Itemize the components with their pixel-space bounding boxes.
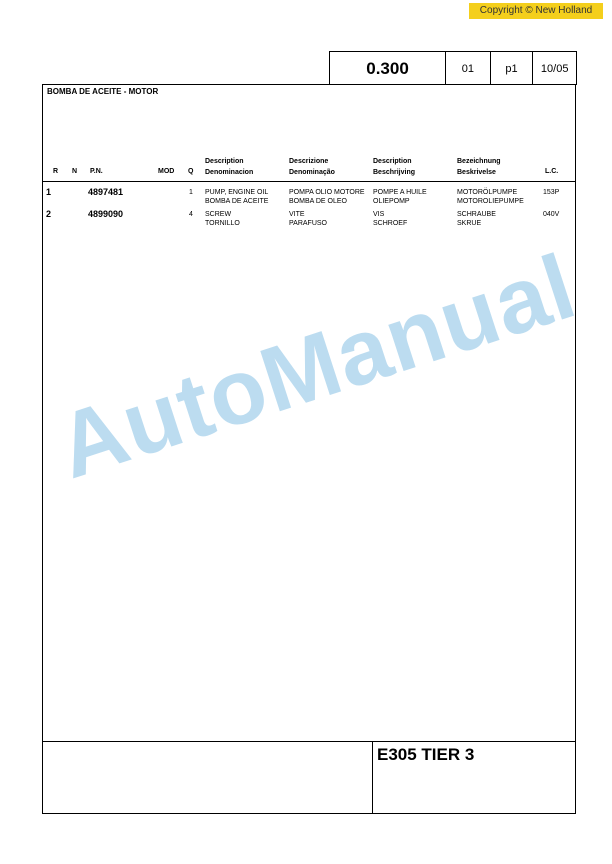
col-header-desc-da: Beskrivelse: [457, 169, 496, 176]
col-header-q: Q: [188, 168, 194, 175]
col-header-pn: P.N.: [90, 168, 103, 175]
header-codes: [329, 51, 577, 85]
section-number: 0.300: [366, 58, 409, 78]
row-2-desc-da: SKRUE: [457, 220, 482, 227]
copyright-banner: Copyright © New Holland: [469, 3, 603, 19]
col-header-desc-fr-nl: [373, 157, 415, 177]
col-header-lc: L.C.: [545, 168, 559, 175]
col-header-desc-nl: Beschrijving: [373, 169, 416, 176]
row-2-desc-en: SCREW: [205, 211, 232, 218]
col-header-desc-fr: Description: [373, 158, 412, 165]
col-header-desc-pt: Denominação: [289, 169, 335, 176]
row-1-part-number: 4897481: [88, 187, 124, 197]
col-header-desc-en: Description: [205, 158, 244, 165]
col-header-desc-es: Denominacion: [205, 169, 254, 176]
row-1-desc-nl: OLIEPOMP: [373, 198, 410, 205]
row-2-desc-nl: SCHROEF: [373, 220, 408, 227]
row-1-desc-da: MOTOROLIEPUMPE: [457, 198, 524, 205]
col-header-desc-en-es: [205, 157, 253, 177]
row-2-ref: 2: [46, 209, 52, 219]
page-title: BOMBA DE ACEITE - MOTOR: [47, 87, 159, 96]
row-2-desc-es: TORNILLO: [205, 220, 240, 227]
col-header-r: R: [53, 168, 59, 175]
row-2-desc-de: SCHRAUBE: [457, 211, 496, 218]
row-1-desc-it: POMPA OLIO MOTORE: [289, 189, 365, 196]
col-header-desc-de: Bezeichnung: [457, 158, 501, 165]
footer-box: [42, 741, 576, 814]
col-header-n: N: [72, 168, 78, 175]
watermark: AutoManual: [45, 235, 588, 499]
footer-divider: [372, 741, 373, 814]
col-header-desc-it-pt: [289, 157, 335, 177]
row-2-desc-pt: PARAFUSO: [289, 220, 327, 227]
row-1-desc-pt: BOMBA DE OLEO: [289, 198, 347, 205]
col-header-mod: MOD: [158, 168, 175, 175]
row-1-desc-fr: POMPE A HUILE: [373, 189, 427, 196]
row-2-quantity: 4: [189, 211, 193, 218]
col-header-desc-de-da: [457, 157, 501, 177]
row-1-desc-de: MOTORÖLPUMPE: [457, 189, 518, 196]
edition-number: 01: [445, 52, 490, 85]
col-header-desc-it: Descrizione: [289, 158, 329, 165]
row-2-part-number: 4899090: [88, 209, 124, 219]
row-2-desc-fr: VIS: [373, 211, 385, 218]
model-name: E305 TIER 3: [377, 745, 475, 764]
header-divider: [42, 181, 576, 182]
row-1-ref: 1: [46, 187, 52, 197]
page-number: p1: [490, 52, 533, 85]
row-1-desc-en: PUMP, ENGINE OIL: [205, 189, 269, 196]
row-1-lc: 153P: [543, 189, 560, 196]
row-2-lc: 040V: [543, 211, 560, 218]
row-1-quantity: 1: [189, 189, 193, 196]
row-1-desc-es: BOMBA DE ACEITE: [205, 198, 269, 205]
issue-date: 10/05: [532, 52, 576, 85]
row-2-desc-it: VITE: [289, 211, 305, 218]
